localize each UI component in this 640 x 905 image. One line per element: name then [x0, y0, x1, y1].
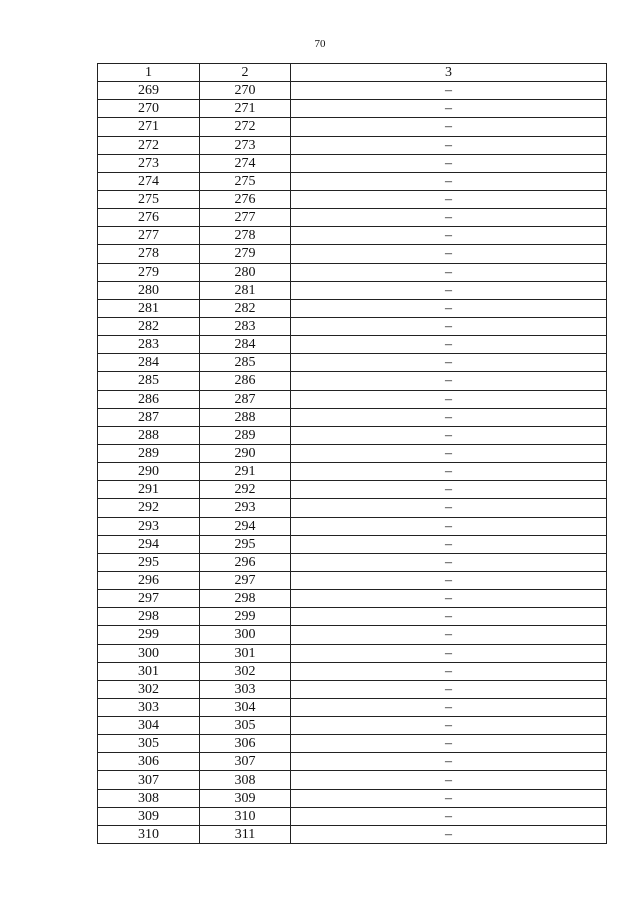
- table-cell-col-1: 290: [98, 463, 200, 481]
- table-row: [98, 698, 607, 716]
- table-row: [98, 825, 607, 843]
- table-row: [98, 209, 607, 227]
- table-cell-col-2: 293: [200, 499, 291, 517]
- table-cell-col-1: 273: [98, 154, 200, 172]
- table-cell-col-1: 272: [98, 136, 200, 154]
- table-row: [98, 190, 607, 208]
- table-cell-col-3: –: [291, 444, 607, 462]
- table-cell-col-3: –: [291, 390, 607, 408]
- table-cell-col-3: –: [291, 281, 607, 299]
- table-cell-col-2: 279: [200, 245, 291, 263]
- table-row: [98, 608, 607, 626]
- table-cell-col-3: –: [291, 644, 607, 662]
- page-number: 70: [314, 38, 326, 50]
- table-cell-col-1: 270: [98, 100, 200, 118]
- table-cell-col-2: 283: [200, 317, 291, 335]
- table-cell-col-2: 282: [200, 299, 291, 317]
- table-cell-col-1: 279: [98, 263, 200, 281]
- table-cell-col-3: –: [291, 463, 607, 481]
- table-cell-col-3: –: [291, 590, 607, 608]
- table-cell-col-3: –: [291, 136, 607, 154]
- table-row: [98, 571, 607, 589]
- table-body: [98, 82, 607, 844]
- table-cell-col-3: –: [291, 662, 607, 680]
- table-cell-col-3: –: [291, 408, 607, 426]
- table-cell-col-1: 309: [98, 807, 200, 825]
- table-cell-col-2: 273: [200, 136, 291, 154]
- table-cell-col-1: 308: [98, 789, 200, 807]
- table-cell-col-2: 281: [200, 281, 291, 299]
- table-row: [98, 662, 607, 680]
- table-row: [98, 408, 607, 426]
- table-cell-col-1: 297: [98, 590, 200, 608]
- data-table: [97, 63, 607, 844]
- table-cell-col-3: –: [291, 299, 607, 317]
- table-row: [98, 336, 607, 354]
- table-cell-col-3: –: [291, 571, 607, 589]
- table-row: [98, 535, 607, 553]
- table-cell-col-3: –: [291, 209, 607, 227]
- table-cell-col-2: 309: [200, 789, 291, 807]
- table-cell-col-1: 283: [98, 336, 200, 354]
- table-row: [98, 590, 607, 608]
- table-row: [98, 789, 607, 807]
- table-cell-col-3: –: [291, 753, 607, 771]
- table-cell-col-3: –: [291, 82, 607, 100]
- table-row: [98, 263, 607, 281]
- table-cell-col-2: 303: [200, 680, 291, 698]
- table-cell-col-1: 276: [98, 209, 200, 227]
- table-cell-col-3: –: [291, 354, 607, 372]
- table-cell-col-1: 285: [98, 372, 200, 390]
- table-row: [98, 390, 607, 408]
- table-cell-col-1: 305: [98, 735, 200, 753]
- table-cell-col-2: 290: [200, 444, 291, 462]
- table-cell-col-1: 300: [98, 644, 200, 662]
- table-row: [98, 317, 607, 335]
- table-row: [98, 499, 607, 517]
- table-row: [98, 299, 607, 317]
- table-cell-col-1: 306: [98, 753, 200, 771]
- table-cell-col-2: 306: [200, 735, 291, 753]
- table-row: [98, 481, 607, 499]
- table-cell-col-2: 305: [200, 717, 291, 735]
- table-cell-col-2: 296: [200, 553, 291, 571]
- table-cell-col-3: –: [291, 154, 607, 172]
- table-cell-col-1: 277: [98, 227, 200, 245]
- table-cell-col-2: 276: [200, 190, 291, 208]
- table-cell-col-2: 295: [200, 535, 291, 553]
- table-row: [98, 717, 607, 735]
- table-row: [98, 281, 607, 299]
- table-cell-col-2: 286: [200, 372, 291, 390]
- table-row: [98, 172, 607, 190]
- table-cell-col-2: 298: [200, 590, 291, 608]
- table-cell-col-3: –: [291, 517, 607, 535]
- table-cell-col-2: 271: [200, 100, 291, 118]
- table-cell-col-3: –: [291, 172, 607, 190]
- table-cell-col-2: 272: [200, 118, 291, 136]
- table-cell-col-2: 294: [200, 517, 291, 535]
- table-row: [98, 735, 607, 753]
- table-cell-col-2: 289: [200, 426, 291, 444]
- table-cell-col-3: –: [291, 608, 607, 626]
- table-cell-col-2: 297: [200, 571, 291, 589]
- table-cell-col-2: 291: [200, 463, 291, 481]
- table-cell-col-1: 303: [98, 698, 200, 716]
- table-cell-col-3: –: [291, 698, 607, 716]
- table-row: [98, 245, 607, 263]
- table-cell-col-3: –: [291, 336, 607, 354]
- table-cell-col-3: –: [291, 789, 607, 807]
- table-cell-col-1: 307: [98, 771, 200, 789]
- table-row: [98, 354, 607, 372]
- table-cell-col-2: 280: [200, 263, 291, 281]
- table-row: [98, 680, 607, 698]
- column-header-2: 2: [200, 64, 291, 82]
- table-cell-col-2: 299: [200, 608, 291, 626]
- table-cell-col-3: –: [291, 680, 607, 698]
- table-cell-col-1: 304: [98, 717, 200, 735]
- table-row: [98, 626, 607, 644]
- table-cell-col-1: 281: [98, 299, 200, 317]
- table-row: [98, 426, 607, 444]
- table-cell-col-3: –: [291, 626, 607, 644]
- table-cell-col-3: –: [291, 372, 607, 390]
- table-cell-col-1: 296: [98, 571, 200, 589]
- table-cell-col-2: 287: [200, 390, 291, 408]
- table-cell-col-3: –: [291, 245, 607, 263]
- table-cell-col-1: 269: [98, 82, 200, 100]
- table-cell-col-1: 271: [98, 118, 200, 136]
- table-cell-col-2: 302: [200, 662, 291, 680]
- table-cell-col-3: –: [291, 735, 607, 753]
- table-row: [98, 154, 607, 172]
- table-cell-col-2: 307: [200, 753, 291, 771]
- table-row: [98, 444, 607, 462]
- table-cell-col-1: 288: [98, 426, 200, 444]
- table-cell-col-3: –: [291, 499, 607, 517]
- table-row: [98, 753, 607, 771]
- table-cell-col-1: 284: [98, 354, 200, 372]
- table-cell-col-1: 302: [98, 680, 200, 698]
- table-cell-col-2: 270: [200, 82, 291, 100]
- table-cell-col-2: 288: [200, 408, 291, 426]
- table-row: [98, 136, 607, 154]
- table-cell-col-1: 274: [98, 172, 200, 190]
- table-cell-col-2: 275: [200, 172, 291, 190]
- table-row: [98, 463, 607, 481]
- table-cell-col-2: 285: [200, 354, 291, 372]
- column-header-3: 3: [291, 64, 607, 82]
- table-header-row: [98, 64, 607, 82]
- table-cell-col-2: 304: [200, 698, 291, 716]
- table-row: [98, 82, 607, 100]
- table-cell-col-2: 311: [200, 825, 291, 843]
- table-row: [98, 517, 607, 535]
- table-cell-col-3: –: [291, 771, 607, 789]
- table-cell-col-1: 299: [98, 626, 200, 644]
- table-cell-col-3: –: [291, 317, 607, 335]
- table-row: [98, 100, 607, 118]
- table-cell-col-3: –: [291, 118, 607, 136]
- table-row: [98, 644, 607, 662]
- table-row: [98, 807, 607, 825]
- table-cell-col-1: 298: [98, 608, 200, 626]
- table-row: [98, 227, 607, 245]
- table-cell-col-2: 300: [200, 626, 291, 644]
- table-cell-col-1: 293: [98, 517, 200, 535]
- table-cell-col-3: –: [291, 553, 607, 571]
- table-cell-col-2: 292: [200, 481, 291, 499]
- table-cell-col-3: –: [291, 227, 607, 245]
- table-cell-col-2: 278: [200, 227, 291, 245]
- table-cell-col-3: –: [291, 263, 607, 281]
- table-cell-col-1: 275: [98, 190, 200, 208]
- table-cell-col-3: –: [291, 535, 607, 553]
- table-cell-col-1: 291: [98, 481, 200, 499]
- table-row: [98, 118, 607, 136]
- table-cell-col-3: –: [291, 426, 607, 444]
- table-cell-col-1: 295: [98, 553, 200, 571]
- table-cell-col-3: –: [291, 190, 607, 208]
- table-row: [98, 553, 607, 571]
- table-row: [98, 771, 607, 789]
- table-cell-col-3: –: [291, 481, 607, 499]
- column-header-1: 1: [98, 64, 200, 82]
- table-cell-col-1: 294: [98, 535, 200, 553]
- table-cell-col-2: 274: [200, 154, 291, 172]
- table-cell-col-3: –: [291, 807, 607, 825]
- table-cell-col-1: 278: [98, 245, 200, 263]
- table-cell-col-2: 284: [200, 336, 291, 354]
- table-cell-col-2: 277: [200, 209, 291, 227]
- table-cell-col-3: –: [291, 717, 607, 735]
- table-cell-col-1: 310: [98, 825, 200, 843]
- table-cell-col-1: 292: [98, 499, 200, 517]
- table-cell-col-3: –: [291, 825, 607, 843]
- table-cell-col-2: 308: [200, 771, 291, 789]
- table-cell-col-1: 280: [98, 281, 200, 299]
- table-cell-col-1: 301: [98, 662, 200, 680]
- table-cell-col-2: 310: [200, 807, 291, 825]
- table-cell-col-1: 282: [98, 317, 200, 335]
- table-cell-col-1: 289: [98, 444, 200, 462]
- table-cell-col-1: 287: [98, 408, 200, 426]
- table-row: [98, 372, 607, 390]
- table-cell-col-2: 301: [200, 644, 291, 662]
- table-cell-col-3: –: [291, 100, 607, 118]
- table-cell-col-1: 286: [98, 390, 200, 408]
